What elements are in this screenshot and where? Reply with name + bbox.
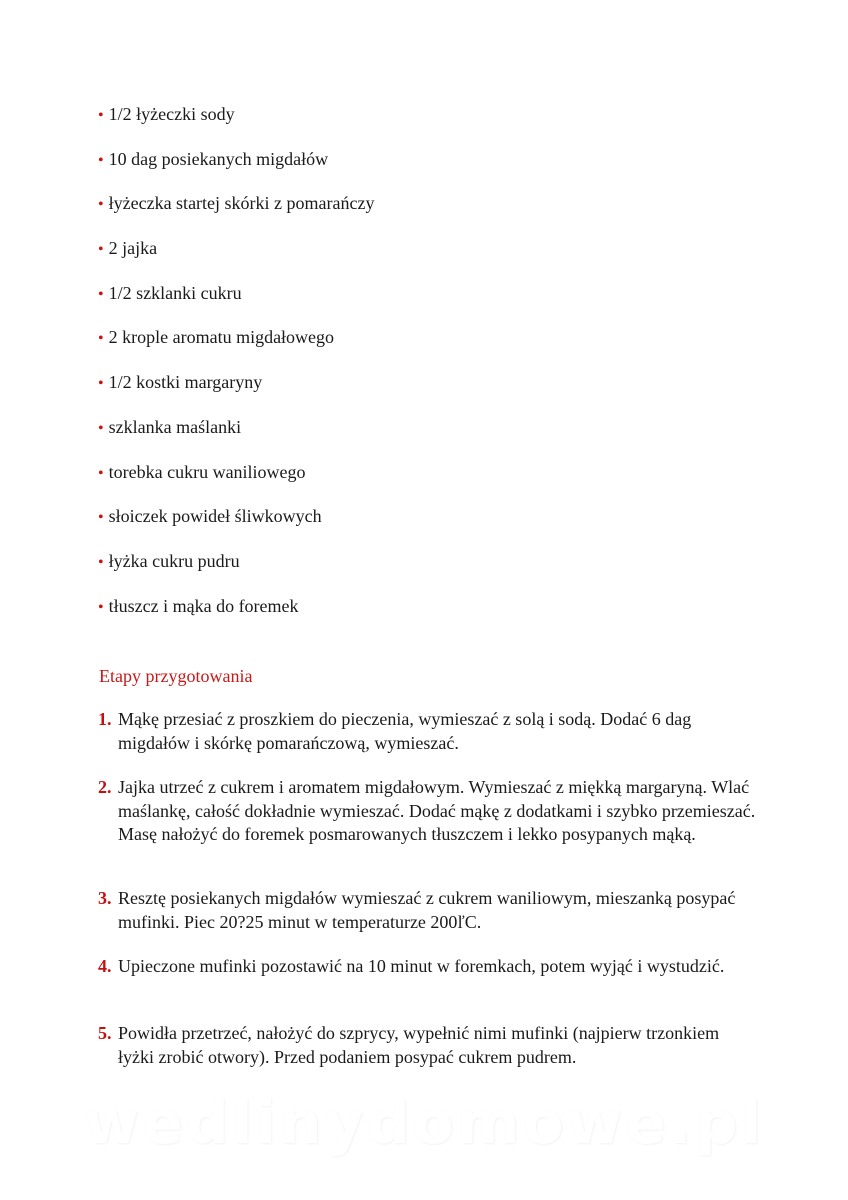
step-number: 5. [98, 1023, 112, 1043]
ingredient-text: szklanka maślanki [108, 416, 242, 437]
bullet-icon: • [98, 598, 104, 616]
ingredient-text: 10 dag posiekanych migdałów [108, 148, 329, 169]
bullet-icon: • [98, 107, 104, 124]
step-number: 3. [98, 888, 112, 908]
ingredient-text: 2 jajka [108, 238, 158, 259]
ingredient-text: 2 krople aromatu migdałowego [108, 327, 335, 348]
bullet-icon: • [98, 196, 104, 214]
step-item [98, 955, 758, 979]
step-item [98, 1022, 758, 1069]
ingredient-item [98, 594, 374, 639]
ingredient-item [98, 460, 374, 505]
section-title: Etapy przygotowania [99, 666, 253, 686]
step-text: Resztę posiekanych migdałów wymieszać z cukrem waniliowym, mieszanką posypać mufinki. Piec 20?25 minut w temperaturze 200ľC. [118, 888, 736, 932]
bullet-icon: • [98, 151, 104, 169]
bullet-icon: • [98, 285, 104, 303]
bullet-icon: • [98, 241, 104, 259]
watermark: wedlinydomowe.pl [83, 1088, 765, 1158]
ingredient-item [98, 325, 374, 370]
ingredient-item [98, 415, 374, 460]
ingredient-item [98, 281, 374, 326]
ingredient-item [98, 191, 374, 236]
step-text: Mąkę przesiać z proszkiem do pieczenia, wymieszać z solą i sodą. Dodać 6 dag migdałów i skórkę pomarańczową, wymieszać. [118, 709, 692, 753]
ingredient-text: 1/2 szklanki cukru [108, 282, 242, 303]
ingredient-item [98, 102, 374, 147]
ingredient-text: 1/2 łyżeczki sody [108, 104, 235, 124]
step-number: 1. [98, 709, 112, 729]
step-item [98, 708, 758, 755]
step-item [98, 776, 758, 847]
step-number: 2. [98, 777, 112, 797]
bullet-icon: • [98, 509, 104, 527]
bullet-icon: • [98, 464, 104, 482]
ingredient-item [98, 504, 374, 549]
ingredient-text: tłuszcz i mąka do foremek [108, 595, 299, 616]
step-text: Upieczone mufinki pozostawić na 10 minut w foremkach, potem wyjąć i wystudzić. [118, 956, 725, 976]
ingredient-text: torebka cukru waniliowego [108, 461, 306, 482]
bullet-icon: • [98, 553, 104, 571]
step-text: Jajka utrzeć z cukrem i aromatem migdałowym. Wymieszać z miękką margaryną. Wlać maślankę, całość dokładnie wymieszać. Dodać mąkę z dodatkami i szybko przemieszać. Masę nałożyć do foremek posmarowanych tłuszczem i lekko posypanych mąką. [118, 777, 756, 844]
ingredient-text: łyżeczka startej skórki z pomarańczy [108, 193, 375, 214]
step-text: Powidła przetrzeć, nałożyć do szprycy, wypełnić nimi mufinki (najpierw trzonkiem łyżki zrobić otwory). Przed podaniem posypać cukrem pudrem. [118, 1023, 720, 1067]
ingredient-text: łyżka cukru pudru [108, 550, 240, 571]
step-number: 4. [98, 956, 112, 976]
ingredient-item [98, 236, 374, 281]
step-item [98, 887, 758, 934]
ingredient-item [98, 549, 374, 594]
ingredient-item [98, 147, 374, 192]
bullet-icon: • [98, 419, 104, 437]
ingredient-item [98, 370, 374, 415]
bullet-icon: • [98, 375, 104, 393]
ingredient-text: 1/2 kostki margaryny [108, 372, 263, 393]
ingredient-text: słoiczek powideł śliwkowych [108, 506, 322, 527]
bullet-icon: • [98, 330, 104, 348]
ingredients-list [98, 102, 374, 638]
